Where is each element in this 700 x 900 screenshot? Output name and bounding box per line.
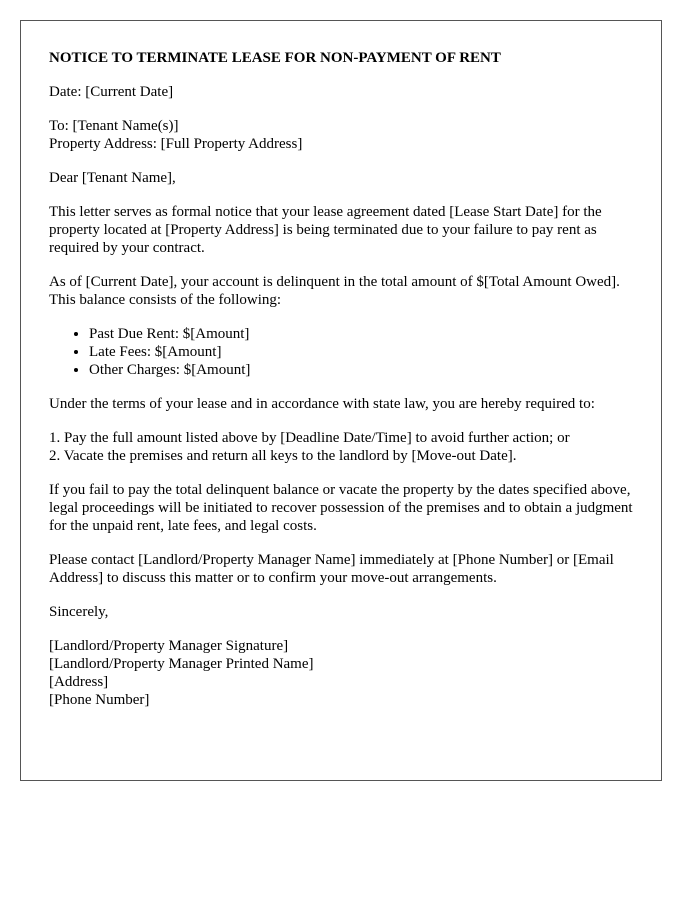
list-item: • Past Due Rent: $[Amount] xyxy=(89,325,633,343)
requirement-item: 1. Pay the full amount listed above by [Deadline Date/Time] to avoid further action; or xyxy=(49,430,570,446)
terms-paragraph: Under the terms of your lease and in accordance with state law, you are hereby required to: xyxy=(49,396,595,412)
signature-block xyxy=(49,637,633,709)
date-line: Date: [Current Date] xyxy=(49,84,174,100)
closing: Sincerely, xyxy=(49,604,109,620)
charges-list xyxy=(49,325,633,379)
contact-paragraph: Please contact [Landlord/Property Manager Name] immediately at [Phone Number] or [Email Address] to discuss this matter or to confirm your move-out arrangements. xyxy=(49,552,614,586)
letter-document xyxy=(20,20,662,781)
phone-line: [Phone Number] xyxy=(49,692,150,708)
balance-paragraph: As of [Current Date], your account is delinquent in the total amount of $[Total Amount Owed]. This balance consists of the following: xyxy=(49,274,620,308)
to-line: To: [Tenant Name(s)] xyxy=(49,118,179,134)
signature-line: [Landlord/Property Manager Signature] xyxy=(49,638,289,654)
legal-paragraph: If you fail to pay the total delinquent balance or vacate the property by the dates specified above, legal proceedings will be initiated to recover possession of the premises and to obtain a judgment for the unpaid rent, late fees, and legal costs. xyxy=(49,482,633,534)
salutation: Dear [Tenant Name], xyxy=(49,170,176,186)
requirement-item: 2. Vacate the premises and return all keys to the landlord by [Move-out Date]. xyxy=(49,448,517,464)
list-item: • Other Charges: $[Amount] xyxy=(89,361,633,379)
property-address-line: Property Address: [Full Property Address] xyxy=(49,136,303,152)
recipient-block xyxy=(49,117,633,153)
requirements-block xyxy=(49,429,633,465)
printed-name-line: [Landlord/Property Manager Printed Name] xyxy=(49,656,314,672)
letter-title: NOTICE TO TERMINATE LEASE FOR NON-PAYMENT OF RENT xyxy=(49,50,501,66)
address-line: [Address] xyxy=(49,674,109,690)
intro-paragraph: This letter serves as formal notice that your lease agreement dated [Lease Start Date] for the property located at [Property Address] is being terminated due to your failure to pay rent as required by your contract. xyxy=(49,204,602,256)
list-item: • Late Fees: $[Amount] xyxy=(89,343,633,361)
